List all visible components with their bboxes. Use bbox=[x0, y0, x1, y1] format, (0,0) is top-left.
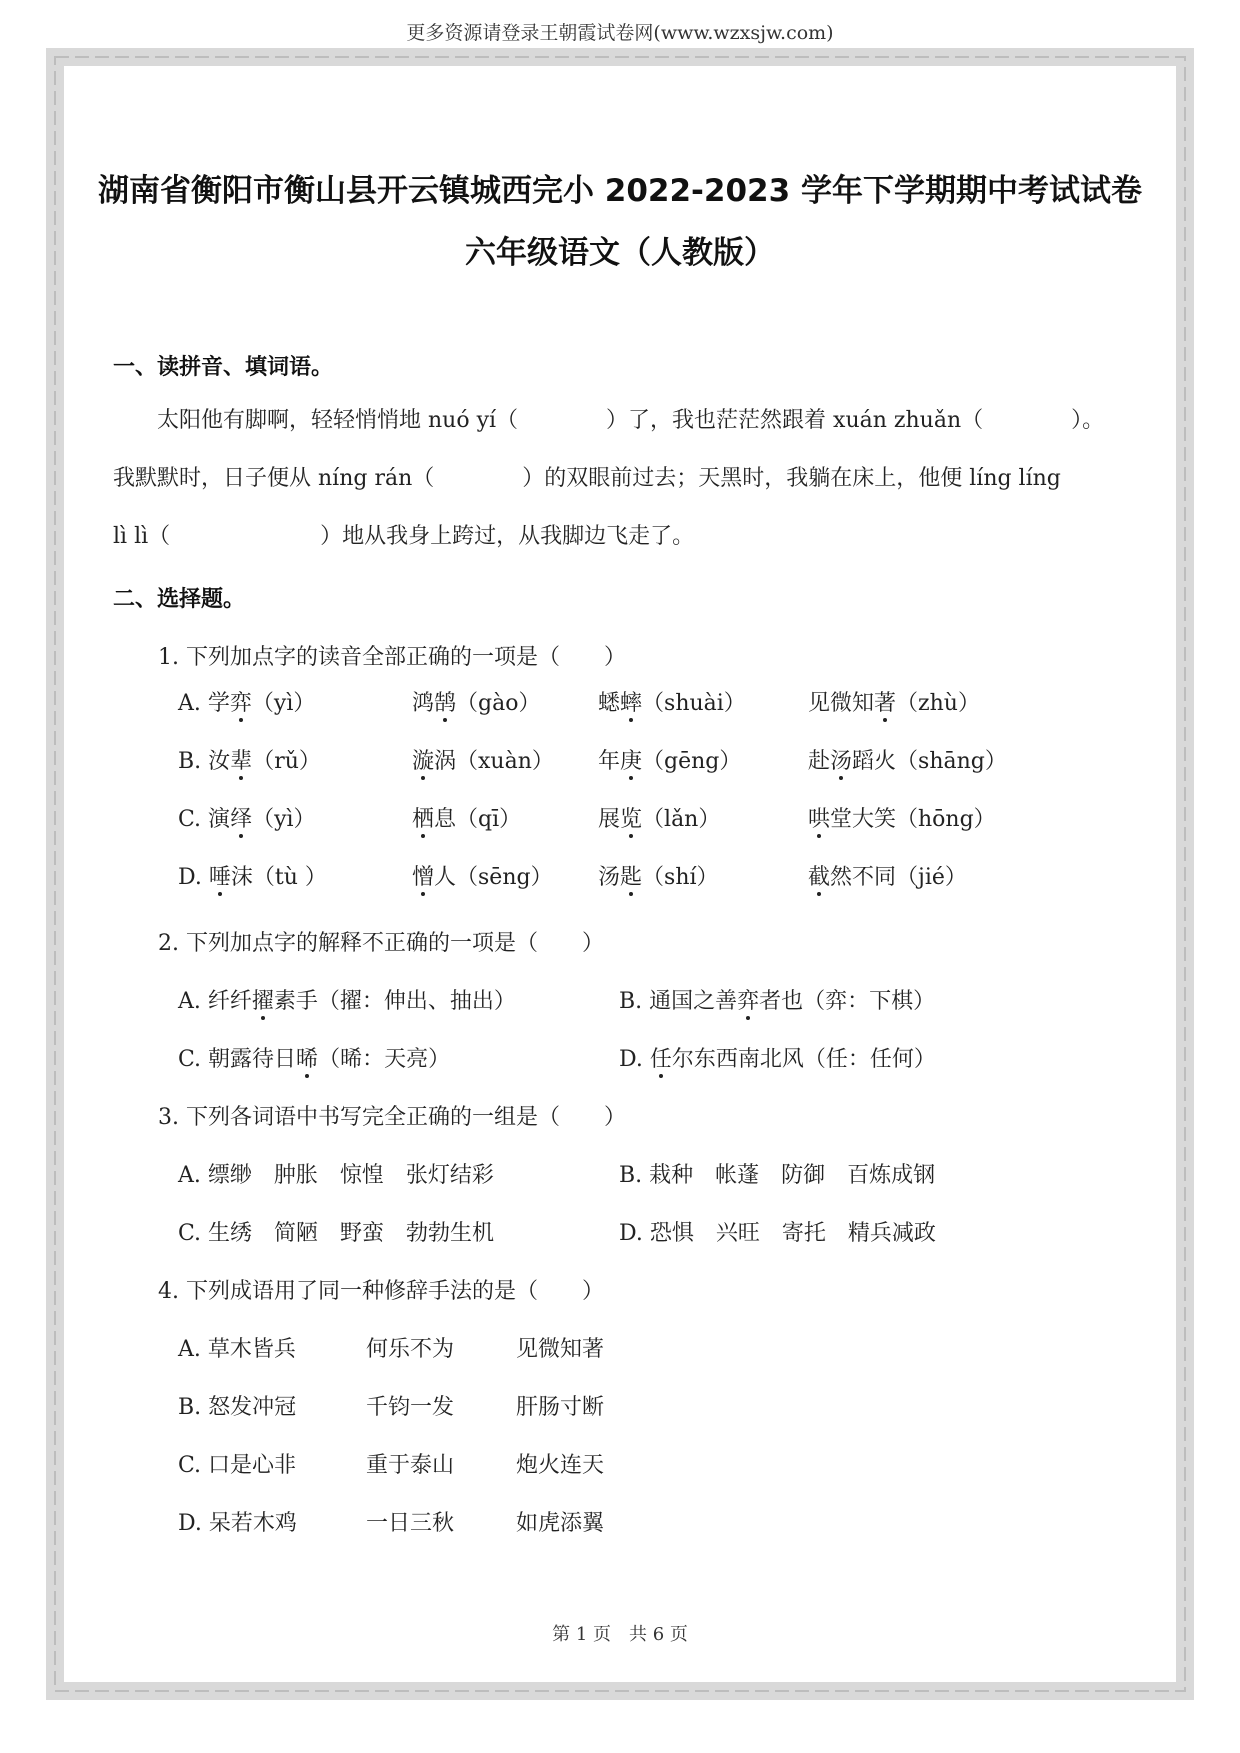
passage-seg: ）。 bbox=[1071, 408, 1105, 433]
question-1-option-item bbox=[598, 860, 719, 891]
question-3-option-b[interactable]: B. 栽种 帐蓬 防御 百炼成钢 bbox=[619, 1163, 936, 1188]
question-4-stem: 4. 下列成语用了同一种修辞手法的是（ ） bbox=[158, 1279, 604, 1304]
dotted-char: 汤 bbox=[830, 749, 853, 774]
plain-text: 涡（xuàn） bbox=[434, 749, 554, 774]
question-4-option[interactable]: A. 草木皆兵 bbox=[178, 1337, 296, 1362]
plain-text: （shuài） bbox=[642, 691, 746, 716]
dotted-char: 庚 bbox=[620, 749, 643, 774]
question-1-option-item bbox=[808, 686, 980, 717]
dotted-char: 任 bbox=[649, 1047, 672, 1072]
question-4-idiom: 千钧一发 bbox=[366, 1395, 455, 1420]
plain-text: D. bbox=[619, 1047, 650, 1072]
watermark-header: 更多资源请登录王朝霞试卷网(www.wzxsjw.com) bbox=[406, 22, 834, 44]
plain-text: 人（sēng） bbox=[434, 865, 553, 890]
question-4-option[interactable]: B. 怒发冲冠 bbox=[178, 1395, 297, 1420]
plain-text: 息（qī） bbox=[434, 807, 522, 832]
question-3-option-c[interactable]: C. 生绣 简陋 野蛮 勃勃生机 bbox=[178, 1221, 495, 1246]
plain-text: 蟋 bbox=[598, 691, 621, 716]
question-1-option-item bbox=[178, 744, 321, 775]
dotted-char: 辈 bbox=[230, 749, 253, 774]
dotted-char: 绎 bbox=[230, 807, 253, 832]
dotted-char: 憎 bbox=[412, 865, 435, 890]
question-3-option-d[interactable]: D. 恐惧 兴旺 寄托 精兵减政 bbox=[619, 1221, 936, 1246]
question-4-option[interactable]: C. 口是心非 bbox=[178, 1453, 297, 1478]
plain-text: A. 纤纤 bbox=[178, 989, 252, 1014]
question-1-option-item bbox=[808, 802, 996, 833]
question-2-option[interactable] bbox=[178, 1042, 450, 1073]
question-4-idiom: 何乐不为 bbox=[366, 1337, 455, 1362]
dotted-char: 弈 bbox=[229, 691, 252, 716]
plain-text: （lǎn） bbox=[642, 807, 721, 832]
passage-seg: 我默默时，日子便从 níng rán（ bbox=[113, 466, 435, 491]
dotted-char: 截 bbox=[808, 865, 831, 890]
passage-seg: ）的双眼前过去；天黑时，我躺在床上，他便 líng líng bbox=[522, 466, 1061, 491]
section1-heading: 一、读拼音、填词语。 bbox=[113, 355, 334, 380]
plain-text: 蹈火（shāng） bbox=[852, 749, 1007, 774]
question-4-idiom: 重于泰山 bbox=[366, 1453, 455, 1478]
question-1-option-item bbox=[178, 860, 327, 891]
option-label[interactable]: A. bbox=[178, 691, 208, 716]
dotted-char: 唾 bbox=[208, 865, 231, 890]
plain-text: 展 bbox=[598, 807, 621, 832]
question-4-option[interactable]: D. 呆若木鸡 bbox=[178, 1511, 297, 1536]
plain-text: C. 朝露待日 bbox=[178, 1047, 297, 1072]
passage-seg: lì lì（ bbox=[113, 524, 171, 549]
plain-text: （gēng） bbox=[642, 749, 742, 774]
question-1-option-item bbox=[598, 802, 720, 833]
plain-text: 沫（tù ） bbox=[230, 865, 327, 890]
plain-text: 汝 bbox=[208, 749, 231, 774]
question-1-option-item bbox=[412, 802, 521, 833]
exam-subtitle: 六年级语文（人教版） bbox=[465, 235, 775, 271]
dotted-char: 栖 bbox=[412, 807, 435, 832]
plain-text: （gào） bbox=[456, 691, 541, 716]
plain-text: 年 bbox=[598, 749, 621, 774]
question-4-idiom: 炮火连天 bbox=[516, 1453, 605, 1478]
section1-passage bbox=[113, 392, 1133, 566]
option-label[interactable]: D. bbox=[178, 865, 209, 890]
question-1-option-item bbox=[412, 686, 540, 717]
option-label[interactable]: B. bbox=[178, 749, 209, 774]
passage-seg: ）地从我身上跨过，从我脚边飞走了。 bbox=[320, 524, 695, 549]
exam-title: 湖南省衡阳市衡山县开云镇城西完小 2022-2023 学年下学期期中考试试卷 bbox=[97, 173, 1142, 209]
plain-text: 见微知 bbox=[808, 691, 875, 716]
plain-text: B. 通国之善 bbox=[619, 989, 738, 1014]
question-1-option-item bbox=[178, 802, 316, 833]
dotted-char: 著 bbox=[874, 691, 897, 716]
plain-text: 素手（擢：伸出、抽出） bbox=[273, 989, 516, 1014]
question-2-option[interactable] bbox=[619, 984, 935, 1015]
dotted-char: 匙 bbox=[620, 865, 643, 890]
question-1-option-item bbox=[178, 686, 315, 717]
plain-text: 演 bbox=[208, 807, 231, 832]
question-1-stem: 1. 下列加点字的读音全部正确的一项是（ ） bbox=[158, 645, 626, 670]
passage-seg: 太阳他有脚啊，轻轻悄悄地 nuó yí（ bbox=[157, 408, 519, 433]
plain-text: 者也（弈：下棋） bbox=[759, 989, 936, 1014]
question-1-option-item bbox=[808, 744, 1007, 775]
plain-text: （rǔ） bbox=[252, 749, 321, 774]
question-1-option-item bbox=[808, 860, 967, 891]
plain-text: 汤 bbox=[598, 865, 621, 890]
question-1-option-item bbox=[598, 744, 741, 775]
question-4-idiom: 一日三秋 bbox=[366, 1511, 455, 1536]
option-label[interactable]: C. bbox=[178, 807, 209, 832]
dotted-char: 鹄 bbox=[434, 691, 457, 716]
passage-seg: ）了，我也茫茫然跟着 xuán zhuǎn（ bbox=[606, 408, 984, 433]
question-2-stem: 2. 下列加点字的解释不正确的一项是（ ） bbox=[158, 931, 604, 956]
dotted-char: 览 bbox=[620, 807, 643, 832]
plain-text: 赴 bbox=[808, 749, 831, 774]
section2-heading: 二、选择题。 bbox=[113, 587, 246, 612]
dotted-char: 弈 bbox=[737, 989, 760, 1014]
plain-text: 堂大笑（hōng） bbox=[830, 807, 996, 832]
dotted-char: 漩 bbox=[412, 749, 435, 774]
question-1-option-item bbox=[412, 744, 554, 775]
plain-text: 鸿 bbox=[412, 691, 435, 716]
dotted-char: 哄 bbox=[808, 807, 831, 832]
plain-text: 然不同（jié） bbox=[830, 865, 967, 890]
plain-text: （zhù） bbox=[896, 691, 980, 716]
question-4-idiom: 见微知著 bbox=[516, 1337, 605, 1362]
plain-text: （yì） bbox=[252, 807, 316, 832]
question-1-option-item bbox=[412, 860, 553, 891]
question-2-option[interactable] bbox=[178, 984, 516, 1015]
dotted-char: 蟀 bbox=[620, 691, 643, 716]
dotted-char: 晞 bbox=[296, 1047, 319, 1072]
page-footer: 第 1 页 共 6 页 bbox=[552, 1624, 688, 1645]
plain-text: （shí） bbox=[642, 865, 719, 890]
plain-text: 尔东西南北风（任：任何） bbox=[671, 1047, 936, 1072]
plain-text: （晞：天亮） bbox=[318, 1047, 451, 1072]
question-4-idiom: 肝肠寸断 bbox=[516, 1395, 605, 1420]
question-3-stem: 3. 下列各词语中书写完全正确的一组是（ ） bbox=[158, 1105, 626, 1130]
question-1-option-item bbox=[598, 686, 746, 717]
plain-text: （yì） bbox=[251, 691, 316, 716]
plain-text: 学 bbox=[207, 691, 230, 716]
dotted-char: 擢 bbox=[251, 989, 274, 1014]
question-4-idiom: 如虎添翼 bbox=[516, 1511, 605, 1536]
question-2-option[interactable] bbox=[619, 1042, 936, 1073]
question-3-option-a[interactable]: A. 缥缈 肿胀 惊惶 张灯结彩 bbox=[178, 1163, 494, 1188]
